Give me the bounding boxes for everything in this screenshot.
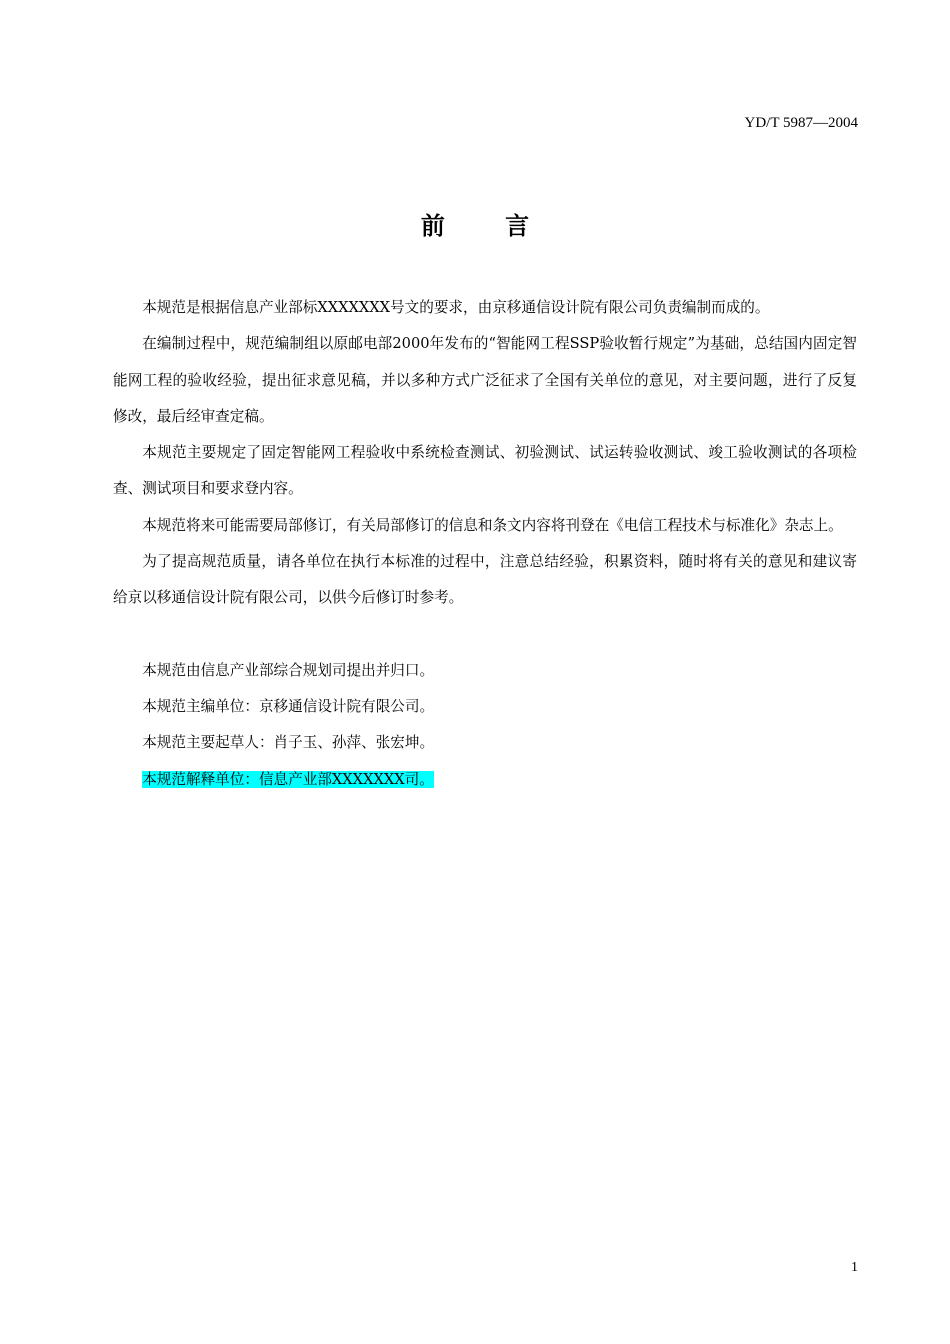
paragraph: 为了提高规范质量，请各单位在执行本标准的过程中，注意总结经验，积累资料，随时将有关的意见和建议寄给京以移通信设计院有限公司，以供今后修订时参考。 bbox=[113, 553, 857, 607]
statement-chief-editor: 本规范主编单位：京移通信设计院有限公司。 bbox=[142, 697, 435, 715]
paragraph-gap bbox=[113, 617, 857, 653]
paragraph: 本规范主要规定了固定智能网工程验收中系统检查测试、初验测试、试运转验收测试、竣工验收测试的各项检查、测试项目和要求登内容。 bbox=[113, 444, 857, 498]
document-body bbox=[113, 290, 857, 798]
highlighted-text: 本规范解释单位：信息产业部XXXXXXX司。 bbox=[142, 770, 434, 788]
paragraph: 本规范将来可能需要局部修订，有关局部修订的信息和条文内容将刊登在《电信工程技术与标准化》杂志上。 bbox=[142, 516, 843, 534]
paragraph: 本规范是根据信息产业部标XXXXXXX号文的要求，由京移通信设计院有限公司负责编制而成的。 bbox=[142, 299, 770, 316]
statement-interpreter bbox=[113, 762, 857, 798]
paragraph: 在编制过程中，规范编制组以原邮电部2000年发布的“智能网工程SSP验收暂行规定”为基础，总结国内固定智能网工程的验收经验，提出征求意见稿，并以多种方式广泛征求了全国有关单位的意见，对主要问题，进行了反复修改，最后经审查定稿。 bbox=[113, 335, 857, 425]
statement-proposer: 本规范由信息产业部综合规划司提出并归口。 bbox=[142, 661, 435, 679]
standard-code: YD/T 5987—2004 bbox=[744, 115, 858, 131]
page-number: 1 bbox=[851, 1260, 858, 1275]
page-title: 前 言 bbox=[420, 211, 556, 240]
statement-drafters: 本规范主要起草人：肖子玉、孙萍、张宏坤。 bbox=[142, 734, 435, 752]
